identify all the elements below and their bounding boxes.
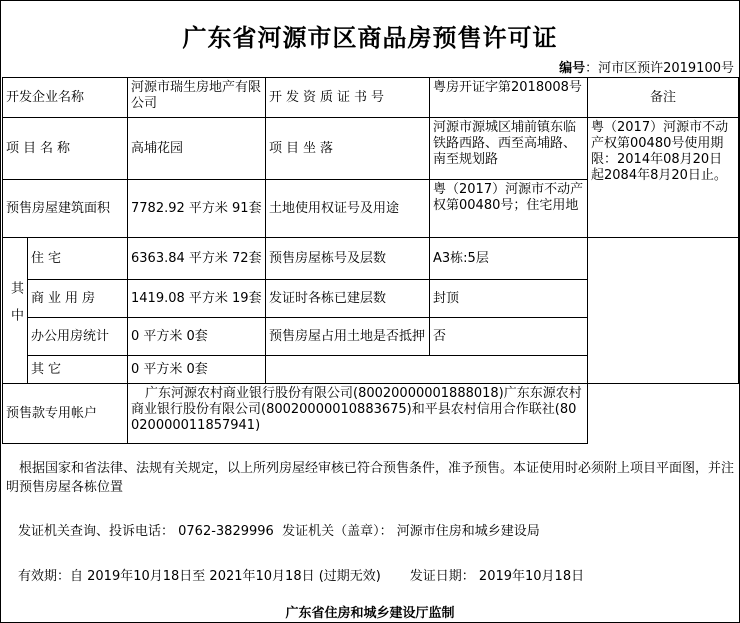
land-label: 土地使用权证号及用途 xyxy=(266,180,430,238)
serial-label: 编号 xyxy=(559,61,586,76)
validity-line: 有效期：自 2019年10月18日至 2021年10月18日 (过期无效) 发证日期： 2019年10月18日 xyxy=(18,569,585,584)
commercial-label: 商业用房 xyxy=(28,280,128,318)
building-value: A3栋:5层 xyxy=(430,238,588,280)
location-label: 项目坐落 xyxy=(266,118,430,180)
land-value: 粤（2017）河源市不动产权第00480号；住宅用地 xyxy=(430,180,588,238)
location-value: 河源市源城区埔前镇东临铁路西路、西至高埔路、南至规划路 xyxy=(430,118,588,180)
mortgage-value: 否 xyxy=(430,318,588,356)
developer-label: 开发企业名称 xyxy=(3,78,128,118)
project-label: 项目名称 xyxy=(3,118,128,180)
area-value: 7782.92 平方米 91套 xyxy=(128,180,266,238)
of-which-label: 其中 xyxy=(3,238,28,384)
other-label: 其它 xyxy=(28,356,128,384)
qualification-label: 开发资质证书号 xyxy=(266,78,430,118)
account-label: 预售款专用帐户 xyxy=(3,384,128,444)
row-project xyxy=(3,118,739,180)
office-value: 0 平方米 0套 xyxy=(128,318,266,356)
approval-statement: 根据国家和省法律、法规有关规定，以上所列房屋经审核已符合预售条件，准予预售。本证使用时必须附上项目平面图，并注明预售房屋各栋位置 xyxy=(6,461,735,495)
supervision-note: 广东省住房和城乡建设厅监制 xyxy=(285,606,455,621)
building-label: 预售房屋栋号及层数 xyxy=(266,238,430,280)
remarks-value: 粤（2017）河源市不动产权第00480号使用期限：2014年08月20日起2084年8月20日止。 xyxy=(588,118,739,238)
serial-number: 编号：河市区预许2019100号 xyxy=(559,61,734,76)
contact-line: 发证机关查询、投诉电话： 0762-3829996 发证机关（盖章）： 河源市住房和城乡建设局 xyxy=(18,524,540,539)
remarks-label: 备注 xyxy=(588,78,739,118)
row-developer xyxy=(3,78,739,118)
serial-value: 河市区预许2019100号 xyxy=(598,61,734,76)
area-label: 预售房屋建筑面积 xyxy=(3,180,128,238)
remarks-empty-cell xyxy=(588,238,739,384)
commercial-value: 1419.08 平方米 19套 xyxy=(128,280,266,318)
row-residential xyxy=(3,238,739,280)
built-floors-value: 封顶 xyxy=(430,280,588,318)
row-account xyxy=(3,384,739,444)
project-value: 高埔花园 xyxy=(128,118,266,180)
qualification-value: 粤房开证字第2018008号 xyxy=(430,78,588,118)
other-value: 0 平方米 0套 xyxy=(128,356,266,384)
residential-label: 住宅 xyxy=(28,238,128,280)
certificate-title: 广东省河源市区商品房预售许可证 xyxy=(182,24,558,52)
office-label: 办公用房统计 xyxy=(28,318,128,356)
other-empty-cell xyxy=(266,356,588,384)
built-floors-label: 发证时各栋已建层数 xyxy=(266,280,430,318)
permit-table xyxy=(2,77,739,444)
account-value: 广东河源农村商业银行股份有限公司(80020000001888018)广东东源农村商业银行股份有限公司(80020000010883675)和平县农村信用合作联社(80020000011857941) xyxy=(128,384,588,444)
mortgage-label: 预售房屋占用土地是否抵押 xyxy=(266,318,430,356)
residential-value: 6363.84 平方米 72套 xyxy=(128,238,266,280)
developer-value: 河源市瑞生房地产有限公司 xyxy=(128,78,266,118)
